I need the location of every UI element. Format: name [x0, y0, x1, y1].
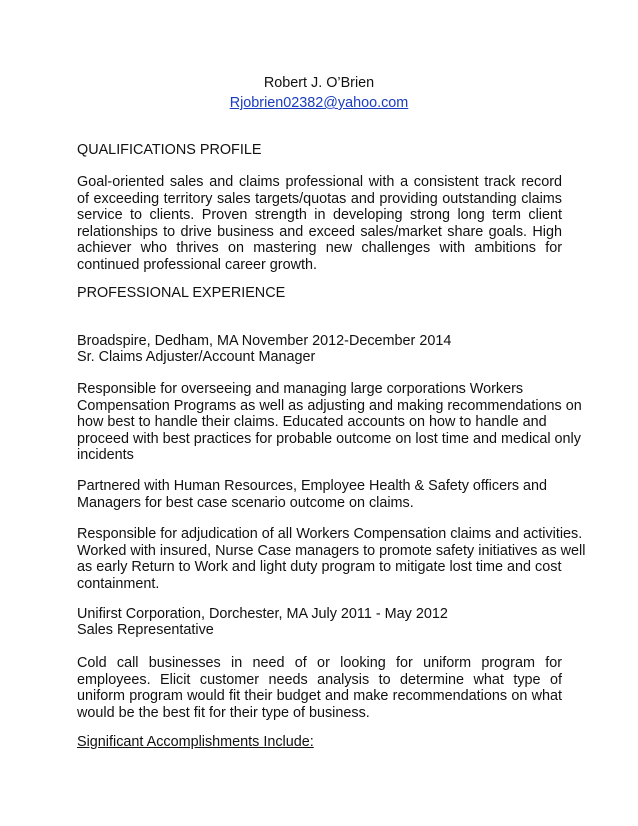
job-paragraph-line: incidents: [77, 447, 134, 464]
candidate-email-link[interactable]: [0, 95, 638, 112]
job-paragraph-line: Responsible for adjudication of all Workers Compensation claims and activities.: [77, 526, 583, 542]
experience-heading: PROFESSIONAL EXPERIENCE: [77, 285, 286, 301]
job-paragraph-line: Responsible for overseeing and managing large corporations Workers: [77, 381, 524, 397]
job-paragraph-line: how best to handle their claims. Educated accounts on how to handle and: [77, 414, 547, 431]
job-paragraph: Cold call businesses in need of or looking for uniform program for employees. Elicit customer needs analysis to determine what type of uniform program would fit their budget and make recommendations on what would be the best fit for their type of business.: [77, 655, 562, 721]
job-paragraph-line: Managers for best case scenario outcome on claims.: [77, 494, 414, 511]
candidate-name: Robert J. O’Brien: [263, 75, 375, 91]
job-paragraph-line: proceed with best practices for probable outcome on lost time and medical only: [77, 430, 581, 447]
job-paragraph: [77, 526, 586, 592]
qualifications-paragraph: Goal-oriented sales and claims professional with a consistent track record of exceeding territory sales targets/quotas and providing outstanding claims service to clients. Proven strength in developing strong long term client relationships to drive business and exceed sales/market share goals. High achiever who thrives on mastering new challenges with ambitions for continued professional career growth.: [77, 174, 562, 273]
job-paragraph: [77, 381, 582, 464]
job-paragraph-line: Worked with insured, Nurse Case managers to promote safety initiatives as well: [77, 542, 586, 559]
job-company-line: Unifirst Corporation, Dorchester, MA July 2011 - May 2012: [77, 606, 448, 622]
accomplishments-heading-text: Significant Accomplishments Include:: [77, 734, 314, 750]
job-paragraph-line: Partnered with Human Resources, Employee Health & Safety officers and: [77, 478, 548, 494]
email-text[interactable]: Rjobrien02382@yahoo.com: [229, 95, 409, 111]
job-title: Sr. Claims Adjuster/Account Manager: [77, 349, 316, 365]
qualifications-heading: QUALIFICATIONS PROFILE: [77, 142, 262, 158]
job-paragraph-line: containment.: [77, 575, 160, 592]
job-paragraph-line: as early Return to Work and light duty program to mitigate lost time and cost: [77, 559, 562, 576]
accomplishments-heading: [77, 734, 562, 751]
job-paragraph-line: Compensation Programs as well as adjusting and making recommendations on: [77, 397, 582, 414]
job-paragraph: [77, 478, 562, 511]
job-title: Sales Representative: [77, 622, 214, 638]
job-company-line: Broadspire, Dedham, MA November 2012-December 2014: [77, 333, 452, 349]
